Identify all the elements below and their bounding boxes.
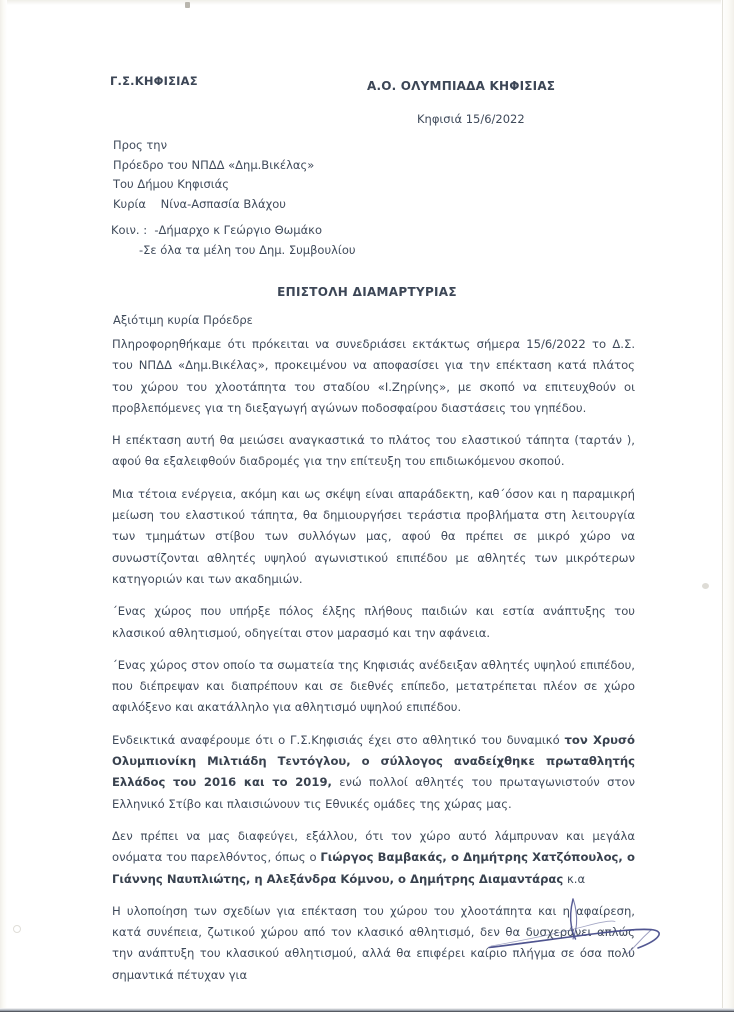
handwritten-signature <box>455 893 685 968</box>
body-paragraph-7-names: Γιώργος Βαμβακάς, ο Δημήτρης Χατζόπουλος, ο Γιάννης Ναυπλιώτης, η Αλεξάνδρα Κόμνου, ο Δημήτρης Διαμαντάρας <box>112 850 636 886</box>
addressee-line-4: Κυρία Νίνα-Ασπασία Βλάχου <box>113 196 286 211</box>
scan-edge-left <box>0 0 7 1012</box>
cc-line-1: Κοιν. : -Δήμαρχο κ Γεώργιο Θωμάκο <box>111 223 322 237</box>
club-name-left: Γ.Σ.ΚΗΦΙΣΙΑΣ <box>110 74 198 88</box>
body-paragraph-7-lead: Δεν πρέπει να μας διαφεύγει, εξάλλου, ότι τον χώρο αυτό λάμπρυναν και μεγάλα ονόματα του παρελθόντος, όπως ο <box>112 828 635 865</box>
body-paragraph-6 <box>112 730 635 815</box>
document-title: ΕΠΙΣΤΟΛΗ ΔΙΑΜΑΡΤΥΡΙΑΣ <box>277 285 457 299</box>
body-paragraph-7-tail: κ.α <box>563 871 586 886</box>
body-paragraph-5: ΄Ενας χώρος στον οποίο τα σωματεία της Κηφισιάς ανέδειξαν αθλητές υψηλού επιπέδου, που διέπρεψαν και διαπρέπουν και σε διεθνές επίπεδο, μετατρέπεται πλέον σε χώρο αφιλόξενο και ακατάλληλο για αθλητισμό υψηλού επιπέδου. <box>112 657 635 715</box>
addressee-line-3: Του Δήμου Κηφισιάς <box>113 177 230 191</box>
date-line: Κηφισιά 15/6/2022 <box>417 112 525 126</box>
scan-edge-bottom <box>0 1008 734 1012</box>
letterhead <box>0 74 734 98</box>
body-paragraph-8: Η υλοποίηση των σχεδίων για επέκταση του χώρου του χλοοτάπητα και η αφαίρεση, κατά συνέπεια, ζωτικού χώρου από τον κλασικό αθλητισμό, δεν θα δυσχεράνει απλώς την ανάπτυξη του κλασικού αθλητισμού, αλλά θα επιφέρει καίριο πλήγμα σε όσα πολύ σημαντικά πέτυχαν για <box>112 903 635 982</box>
cc-block <box>111 221 356 260</box>
club-name-right: Α.Ο. ΟΛΥΜΠΙΑΔΑ ΚΗΦΙΣΙΑΣ <box>367 79 556 93</box>
body-paragraph-4: ΄Ενας χώρος που υπήρξε πόλος έλξης πλήθους παιδιών και εστία ανάπτυξης του κλασικού αθλητισμού, οδηγείται στον μαρασμό και την αφάνεια. <box>112 604 635 640</box>
scan-smudge-secondary <box>13 925 21 933</box>
body-paragraph-6-highlight: τον Χρυσό Ολυμπιονίκη Μιλτιάδη Τεντόγλου, ο σύλλογος αναδείχθηκε πρωταθλητής Ελλάδος του 2016 και το 2019, <box>112 732 636 790</box>
salutation: Αξιότιμη κυρία Πρόεδρε <box>113 313 253 327</box>
letter-body <box>112 334 635 986</box>
body-paragraph-3: Μια τέτοια ενέργεια, ακόμη και ως σκέψη είναι απαράδεκτη, καθ΄όσον και η παραμικρή μείωση του ελαστικού τάπητα, θα δημιουργήσει τεράστια προβλήματα στη λειτουργία των τμημάτων στίβου των συλλόγων μας, αφού θα πρέπει σε μικρό χώρο να συνωστίζονται αθλητές υψηλού αγωνιστικού επιπέδου με αθλητές των μικρότερων κατηγοριών και των ακαδημιών. <box>112 486 635 586</box>
addressee-line-2: Πρόεδρο του ΝΠΔΔ «Δημ.Βικέλας» <box>113 157 315 172</box>
addressee-block <box>113 136 314 214</box>
body-paragraph-6-lead: Ενδεικτικά αναφέρουμε ότι ο Γ.Σ.Κηφισιάς έχει στο αθλητικό του δυναμικό <box>112 732 565 747</box>
cc-line-2: -Σε όλα τα μέλη του Δημ. Συμβουλίου <box>139 242 356 257</box>
addressee-line-1: Προς την <box>113 138 168 152</box>
scan-artifact-tick <box>185 2 190 8</box>
scan-edge-top <box>0 0 734 5</box>
scan-edge-right <box>721 0 734 1012</box>
body-paragraph-7 <box>112 826 635 890</box>
body-paragraph-6-tail: ενώ πολλοί αθλητές του πρωταγωνιστούν στον Ελληνικό Στίβο και πλαισιώνουν τις Εθνικές ομάδες της χώρας μας. <box>112 775 636 811</box>
body-paragraph-2: Η επέκταση αυτή θα μειώσει αναγκαστικά το πλάτος του ελαστικού τάπητα (ταρτάν ), αφού θα εξαλειφθούν διαδρομές για την επίτευξη του επιδιωκόμενου σκοπού. <box>112 433 635 469</box>
scan-smudge <box>702 583 709 589</box>
body-paragraph-1: Πληροφορηθήκαμε ότι πρόκειται να συνεδριάσει εκτάκτως σήμερα 15/6/2022 το Δ.Σ. του ΝΠΔΔ «Δημ.Βικέλας», προκειμένου να αποφασίσει για την επέκταση κατά πλάτος του χώρου του χλοοτάπητα του σταδίου «Ι.Ζηρίνης», με σκοπό να επιτευχθούν οι προβλεπόμενες για τη διεξαγωγή αγώνων ποδοσφαίρου διαστάσεις του γηπέδου. <box>112 337 635 415</box>
